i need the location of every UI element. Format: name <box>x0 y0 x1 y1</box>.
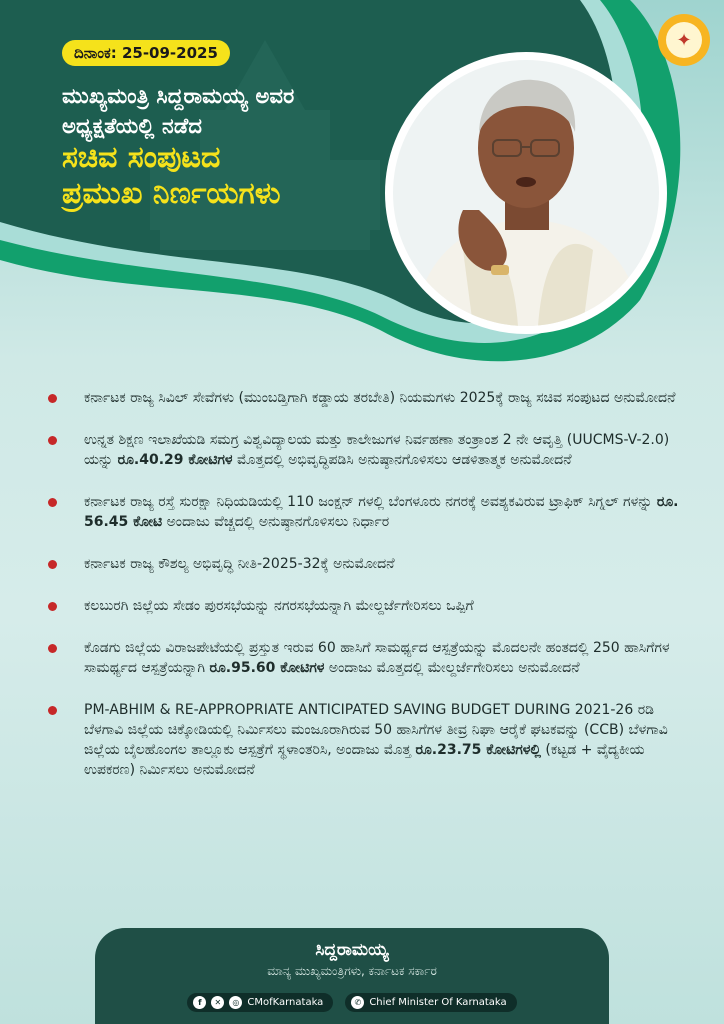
footer-name: ಸಿದ್ದರಾಮಯ್ಯ <box>315 940 389 960</box>
footer-panel <box>95 928 609 1024</box>
item-text: ಉನ್ನತ ಶಿಕ್ಷಣ ಇಲಾಖೆಯಡಿ ಸಮಗ್ರ ವಿಶ್ವವಿದ್ಯಾಲಯ ಮತ್ತು ಕಾಲೇಜುಗಳ ನಿರ್ವಹಣಾ ತಂತ್ರಾಂಶ 2 ನೇ ಆವೃತ್ತಿ (UUCMS-V-2.0) ಯನ್ನು <box>84 432 670 468</box>
list-item <box>44 554 684 574</box>
item-text: ಕರ್ನಾಟಕ ರಾಜ್ಯ ಸಿವಿಲ್ ಸೇವೆಗಳು (ಮುಂಬಡ್ತಿಗಾಗಿ ಕಡ್ಡಾಯ ತರಬೇತಿ) ನಿಯಮಗಳು 2025ಕ್ಕೆ ರಾಜ್ಯ ಸಚಿವ ಸಂಪುಟದ ಅನುಮೋದನೆ <box>84 390 676 406</box>
social-links <box>95 993 609 1012</box>
item-text: ಕರ್ನಾಟಕ ರಾಜ್ಯ ರಸ್ತೆ ಸುರಕ್ಷಾ ನಿಧಿಯಡಿಯಲ್ಲಿ 110 ಜಂಕ್ಷನ್ ಗಳಲ್ಲಿ ಬೆಂಗಳೂರು ನಗರಕ್ಕೆ ಅವಶ್ಯಕವಿರುವ ಟ್ರಾಫಿಕ್ ಸಿಗ್ನಲ್ ಗಳನ್ನು <box>84 494 657 510</box>
whatsapp-text: Chief Minister Of Karnataka <box>369 997 507 1008</box>
header-line-1: ಮುಖ್ಯಮಂತ್ರಿ ಸಿದ್ದರಾಮಯ್ಯ ಅವರ <box>62 84 295 108</box>
portrait-illustration <box>393 60 659 326</box>
footer-role: ಮಾನ್ಯ ಮುಖ್ಯಮಂತ್ರಿಗಳು, ಕರ್ನಾಟಕ ಸರ್ಕಾರ <box>267 964 437 978</box>
date-badge: ದಿನಾಂಕ: 25-09-2025 <box>62 40 230 66</box>
bullet-icon <box>48 602 57 611</box>
list-item <box>44 430 684 470</box>
item-text: PM-ABHIM & RE-APPROPRIATE ANTICIPATED SAVING BUDGET DURING 2021-26 ರಡಿ ಬೆಳಗಾವಿ ಜಿಲ್ಲೆಯ ಚಿಕ್ಕೋಡಿಯಲ್ಲಿ ನಿರ್ಮಿಸಲು ಮಂಜೂರಾಗಿರುವ 50 ಹಾಸಿಗೆಗಳ ತೀವ್ರ ನಿಘಾ ಆರೈಕೆ ಘಟಕವನ್ನು (CCB) ಬೆಳಗಾವಿ ಜಿಲ್ಲೆಯ ಬೈಲಹೊಂಗಲ ತಾಲ್ಲೂಕು ಆಸ್ಪತ್ರೆಗೆ ಸ್ಥಳಾಂತರಿಸಿ, ಅಂದಾಜು ಮೊತ್ತ <box>84 702 668 758</box>
item-amount: ರೂ.40.29 ಕೋಟಿಗಳ <box>117 452 233 468</box>
whatsapp-channel-link[interactable] <box>345 993 516 1012</box>
social-handle-link[interactable] <box>187 993 333 1012</box>
list-item <box>44 700 684 780</box>
item-amount: ರೂ.23.75 ಕೋಟಿಗಳಲ್ಲಿ <box>415 742 541 758</box>
item-text: ಕರ್ನಾಟಕ ರಾಜ್ಯ ಕೌಶಲ್ಯ ಅಭಿವೃದ್ಧಿ ನೀತಿ-2025-32ಕ್ಕೆ ಅನುಮೋದನೆ <box>84 556 395 572</box>
list-item <box>44 596 684 616</box>
header-line-2: ಅಧ್ಯಕ್ಷತೆಯಲ್ಲಿ ನಡೆದ <box>62 114 203 138</box>
karnataka-emblem-logo <box>658 14 710 66</box>
x-icon: ✕ <box>211 996 224 1009</box>
bullet-icon <box>48 498 57 507</box>
bullet-icon <box>48 644 57 653</box>
emblem-icon: ✦ <box>666 22 702 58</box>
item-text-tail: ಅಂದಾಜು ವೆಚ್ಚದಲ್ಲಿ ಅನುಷ್ಠಾನಗೊಳಿಸಲು ನಿರ್ಧಾರ <box>162 514 390 530</box>
item-amount: ರೂ.95.60 ಕೋಟಿಗಳ <box>209 660 325 676</box>
list-item <box>44 388 684 408</box>
whatsapp-icon: ✆ <box>351 996 364 1009</box>
social-handle-text: CMofKarnataka <box>247 997 324 1008</box>
item-text: ಕೊಡಗು ಜಿಲ್ಲೆಯ ವಿರಾಜಪೇಟೆಯಲ್ಲಿ ಪ್ರಸ್ತುತ ಇರುವ 60 ಹಾಸಿಗೆ ಸಾಮರ್ಥ್ಯದ ಆಸ್ಪತ್ರೆಯನ್ನು ಮೊದಲನೇ ಹಂತದಲ್ಲಿ 250 ಹಾಸಿಗೆಗಳ ಸಾಮರ್ಥ್ಯದ ಆಸ್ಪತ್ರೆಯನ್ನಾಗಿ <box>84 640 670 676</box>
facebook-icon: f <box>193 996 206 1009</box>
bullet-icon <box>48 706 57 715</box>
portrait-photo <box>385 52 667 334</box>
item-text-tail: (ಕಟ್ಟಡ + ವೈದ್ಯಕೀಯ ಉಪಕರಣ) ನಿರ್ಮಿಸಲು ಅನುಮೋದನೆ <box>84 742 645 778</box>
list-item <box>44 638 684 678</box>
list-item <box>44 492 684 532</box>
bullet-icon <box>48 560 57 569</box>
header-title-line-2: ಪ್ರಮುಖ ನಿರ್ಣಯಗಳು <box>62 176 281 211</box>
item-amount: ರೂ. 56.45 ಕೋಟಿ <box>84 494 679 530</box>
item-text: ಕಲಬುರಗಿ ಜಿಲ್ಲೆಯ ಸೇಡಂ ಪುರಸಭೆಯನ್ನು ನಗರಸಭೆಯನ್ನಾಗಿ ಮೇಲ್ದರ್ಜೆಗೇರಿಸಲು ಒಪ್ಪಿಗೆ <box>84 598 474 614</box>
item-text-tail: ಮೊತ್ತದಲ್ಲಿ ಅಭಿವೃದ್ಧಿಪಡಿಸಿ ಅನುಷ್ಠಾನಗೊಳಿಸಲು ಆಡಳಿತಾತ್ಮಕ ಅನುಮೋದನೆ <box>232 452 572 468</box>
decisions-list <box>44 380 684 802</box>
bullet-icon <box>48 436 57 445</box>
instagram-icon: ◎ <box>229 996 242 1009</box>
header-title-line-1: ಸಚಿವ ಸಂಪುಟದ <box>62 140 221 175</box>
item-text-tail: ಅಂದಾಜು ಮೊತ್ತದಲ್ಲಿ ಮೇಲ್ದರ್ಜೆಗೇರಿಸಲು ಅನುಮೋದನೆ <box>324 660 580 676</box>
bullet-icon <box>48 394 57 403</box>
